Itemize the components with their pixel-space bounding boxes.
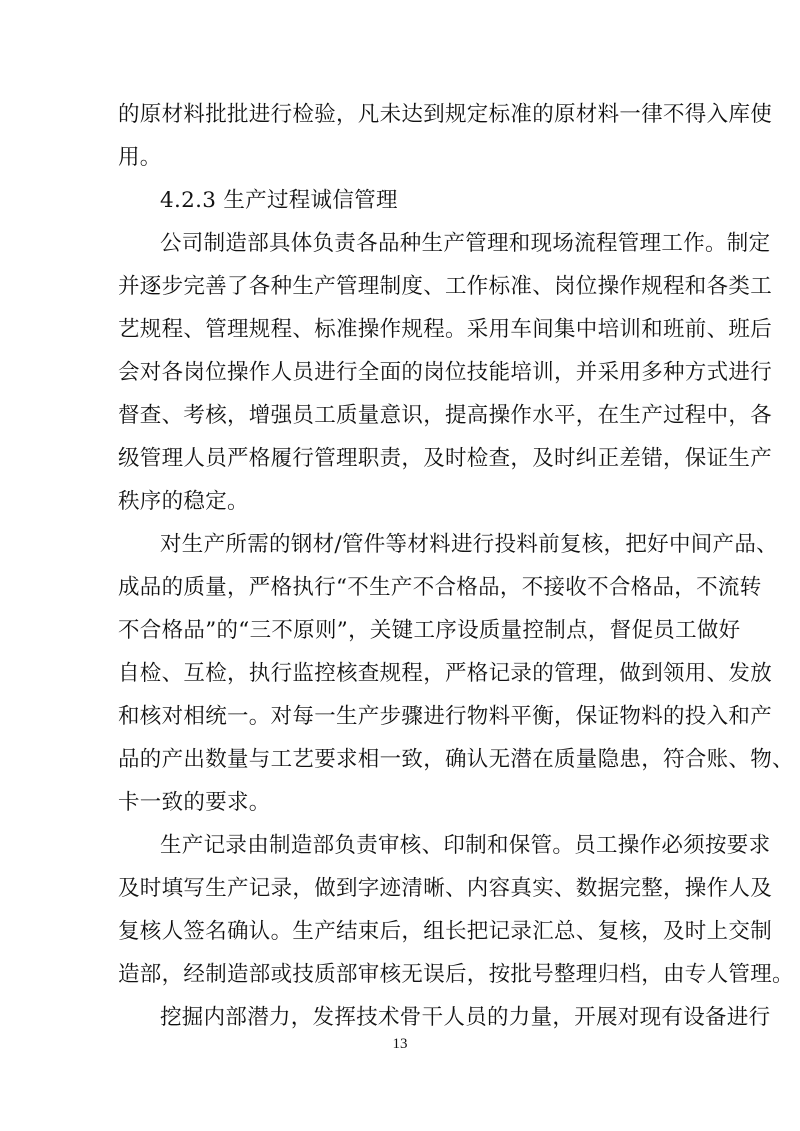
text-line: 造部，经制造部或技质部审核无误后，按批号整理归档，由专人管理。 (118, 962, 794, 987)
text-line: 品的产出数量与工艺要求相一致，确认无潜在质量隐患，符合账、物、 (118, 747, 794, 772)
text-line: 并逐步完善了各种生产管理制度、工作标准、岗位操作规程和各类工 (118, 274, 773, 299)
text-line: 自检、互检，执行监控核查规程，严格记录的管理，做到领用、发放 (118, 661, 773, 686)
page-number: 13 (392, 1036, 408, 1052)
text-line: 艺规程、管理规程、标准操作规程。采用车间集中培训和班前、班后 (118, 317, 773, 342)
text-line: 卡一致的要求。 (118, 790, 271, 815)
text-line: 用。 (118, 145, 162, 170)
text-line: 挖掘内部潜力，发挥技术骨干人员的力量，开展对现有设备进行 (160, 1005, 771, 1030)
text-line: 生产记录由制造部负责审核、印制和保管。员工操作必须按要求 (160, 833, 771, 858)
text-line: 级管理人员严格履行管理职责，及时检查，及时纠正差错，保证生产 (118, 446, 773, 471)
text-line: 复核人签名确认。生产结束后，组长把记录汇总、复核，及时上交制 (118, 919, 773, 944)
text-line: 不合格品”的“三不原则”，关键工序设质量控制点，督促员工做好 (118, 618, 741, 643)
text-line: 会对各岗位操作人员进行全面的岗位技能培训，并采用多种方式进行 (118, 360, 773, 385)
text-line: 及时填写生产记录，做到字迹清晰、内容真实、数据完整，操作人及 (118, 876, 773, 901)
text-line: 的原材料批批进行检验，凡未达到规定标准的原材料一律不得入库使 (118, 102, 773, 127)
text-line: 公司制造部具体负责各品种生产管理和现场流程管理工作。制定 (160, 231, 771, 256)
section-heading: 4.2.3 生产过程诚信管理 (160, 188, 398, 213)
text-line: 秩序的稳定。 (118, 489, 249, 514)
text-line: 和核对相统一。对每一生产步骤进行物料平衡，保证物料的投入和产 (118, 704, 773, 729)
text-line: 对生产所需的钢材/管件等材料进行投料前复核，把好中间产品、 (160, 532, 778, 557)
text-line: 成品的质量，严格执行“不生产不合格品，不接收不合格品，不流转 (118, 575, 762, 600)
text-line: 督查、考核，增强员工质量意识，提高操作水平，在生产过程中，各 (118, 403, 773, 428)
